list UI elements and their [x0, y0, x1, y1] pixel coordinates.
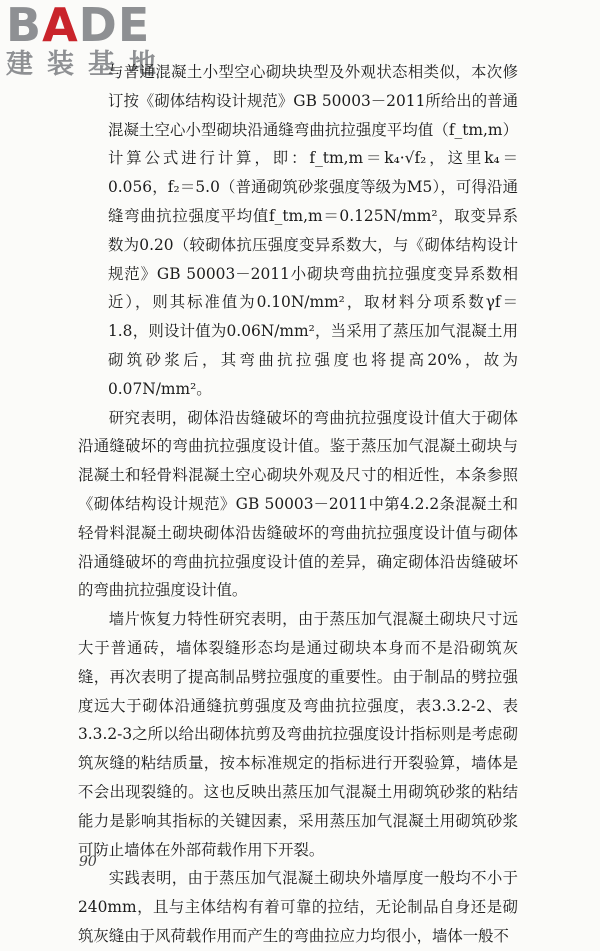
page-number: 90 — [79, 854, 97, 870]
paragraph-4: 实践表明，由于蒸压加气混凝土砌块外墙厚度一般均不小于240mm，且与主体结构有着可靠的拉结，无论制品自身还是砌筑灰缝由于风荷载作用而产生的弯曲拉应力均很小，墙体一般不 — [78, 869, 518, 945]
logo-wordmark: BADE — [6, 0, 151, 52]
paragraph-2: 研究表明，砌体沿齿缝破坏的弯曲抗拉强度设计值大于砌体沿通缝破坏的弯曲抗拉强度设计值。鉴于蒸压加气混凝土砌块与混凝土和轻骨料混凝土空心砌块外观及尺寸的相近性，本条参照《砌体结构设计规范》GB 50003－2011中第4.2.2条混凝土和轻骨料混凝土砌块砌体沿齿缝破坏的弯曲抗拉强度设计值与砌体沿通缝破坏的弯曲抗拉强度设计值的差异，确定砌体沿齿缝破坏的弯曲抗拉强度设计值。 — [78, 408, 518, 600]
logo-chinese-text: 建装基地 — [6, 49, 170, 80]
paragraph-1: 与普通混凝土小型空心砌块块型及外观状态相类似，本次修订按《砌体结构设计规范》GB 50003－2011所给出的普通混凝土空心小型砌块沿通缝弯曲抗拉强度平均值（f_tm,m）计算公式进行计算，即：f_tm,m＝k₄·√f₂，这里k₄＝0.056，f₂＝5.0（普通砌筑砂浆强度等级为M5），可得沿通缝弯曲抗拉强度平均值f_tm,m＝0.125N/mm²，取变异系数为0.20（较砌体抗压强度变异系数大，与《砌体结构设计规范》GB 50003－2011小砌块弯曲抗拉强度变异系数相近），则其标准值为0.10N/mm²，取材料分项系数γf＝1.8，则设计值为0.06N/mm²，当采用了蒸压加气混凝土用砌筑砂浆后，其弯曲抗拉强度也将提高20%，故为0.07N/mm²。 — [108, 63, 518, 398]
paragraph-3: 墙片恢复力特性研究表明，由于蒸压加气混凝土砌块尺寸远大于普通砖，墙体裂缝形态均是通过砌块本身而不是沿砌筑灰缝，再次表明了提高制品劈拉强度的重要性。由于制品的劈拉强度远大于砌体沿通缝抗剪强度及弯曲抗拉强度，表3.3.2-2、表3.3.2-3之所以给出砌体抗剪及弯曲抗拉强度设计指标则是考虑砌筑灰缝的粘结质量，按本标准规定的指标进行开裂验算，墙体是不会出现裂缝的。这也反映出蒸压加气混凝土用砌筑砂浆的粘结能力是影响其指标的关键因素，采用蒸压加气混凝土用砌筑砂浆可防止墙体在外部荷载作用下开裂。 — [78, 610, 518, 859]
body-text — [78, 58, 518, 951]
